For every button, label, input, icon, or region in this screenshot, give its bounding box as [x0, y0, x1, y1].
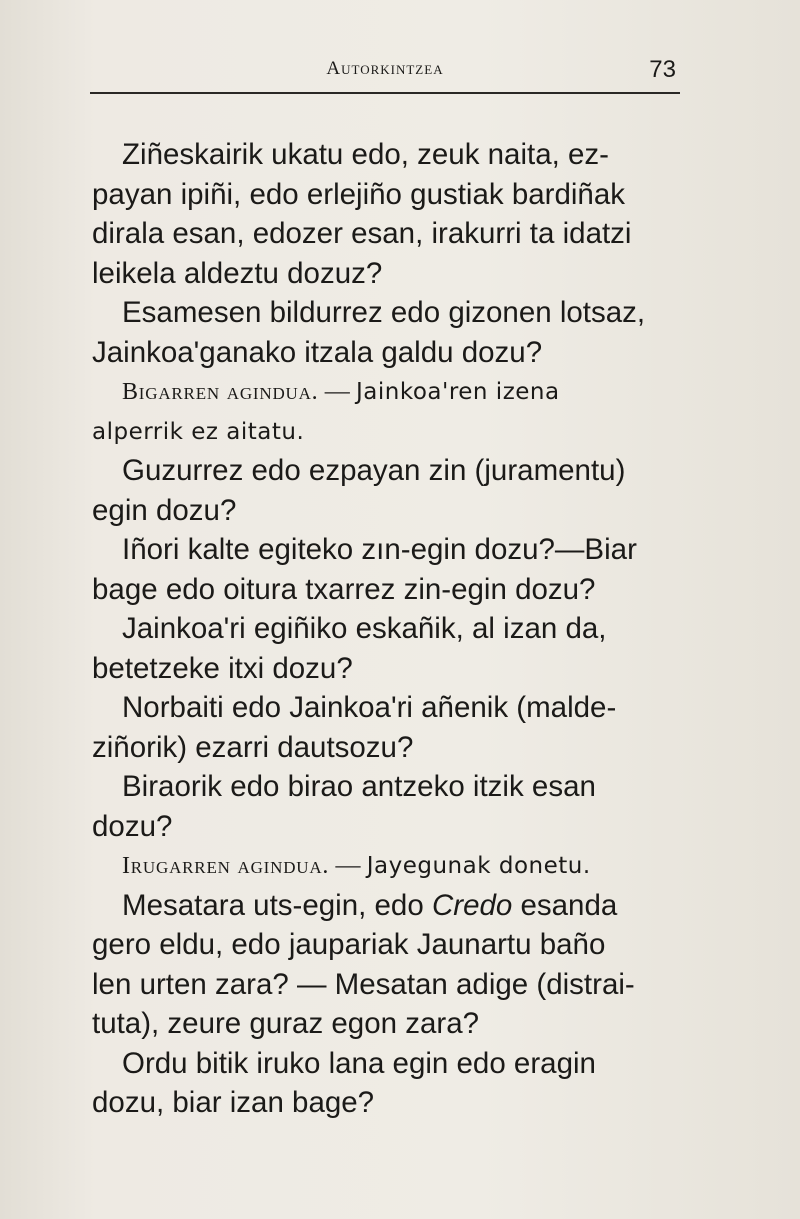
commandment-heading-second: [92, 372, 682, 412]
commandment-label: Bigarren agindua.: [122, 379, 319, 405]
text-line: tuta), zeure guraz egon zara?: [92, 1007, 480, 1040]
commandment-text: Jainkoa'ren izena: [355, 379, 560, 405]
commandment-text: alperrik ez aitatu.: [92, 418, 305, 445]
text-line: len urten zara? — Mesatan adige (distrai-: [92, 967, 635, 1001]
text-line: bage edo oitura txarrez zin-egin dozu?: [92, 572, 596, 606]
text-line: betetzeke itxi dozu?: [92, 651, 353, 685]
header-rule: [90, 92, 680, 94]
em-dash: —: [318, 378, 356, 405]
text-line: leikela aldeztu dozuz?: [92, 256, 383, 290]
commandment-heading-third: [92, 846, 682, 886]
text-line: dirala esan, edozer esan, irakurri ta idatzi: [92, 217, 632, 250]
page-number: 73: [649, 56, 676, 83]
running-title: Autorkintzea: [326, 58, 444, 79]
em-dash: —: [329, 852, 367, 879]
text-line: Ziñeskairik ukatu edo, zeuk naita, ez-: [122, 138, 609, 171]
text-line: payan ipiñi, edo erlejiño gustiak bardiñak: [92, 177, 625, 211]
commandment-heading-second-cont: [92, 412, 682, 452]
text-line: Guzurrez edo ezpayan zin (juramentu): [122, 454, 626, 487]
text-line: Norbaiti edo Jainkoa'ri añenik (malde-: [122, 691, 617, 724]
text-line: Biraorik edo birao antzeko itzik esan: [122, 770, 596, 803]
text-line: Jainkoa'ganako itzala galdu dozu?: [92, 335, 543, 369]
running-header: [90, 58, 680, 88]
text-line: egin dozu?: [92, 493, 237, 527]
text-line: Ordu bitik iruko lana egin edo eragin: [122, 1046, 596, 1080]
page-body: [92, 135, 682, 1123]
text-line: Iñori kalte egiteko zın-egin dozu?—Biar: [122, 533, 637, 566]
text-line: Jainkoa'ri egiñiko eskañik, al izan da,: [122, 612, 607, 645]
text-line: Esamesen bildurrez edo gizonen lotsaz,: [122, 296, 646, 329]
commandment-label: Irugarren agindua.: [122, 853, 330, 879]
text-line: ziñorik) ezarri dautsozu?: [92, 730, 414, 764]
text-span: Mesatara uts-egin, edo: [122, 888, 432, 922]
italic-term: Credo: [431, 888, 513, 922]
commandment-text: Jayegunak donetu.: [366, 853, 591, 879]
text-line: gero eldu, edo jaupariak Jaunartu baño: [92, 928, 606, 961]
text-span: esanda: [512, 888, 618, 922]
text-line: dozu?: [92, 809, 173, 843]
text-line: dozu, biar izan bage?: [92, 1086, 375, 1119]
text-line: [92, 886, 682, 926]
